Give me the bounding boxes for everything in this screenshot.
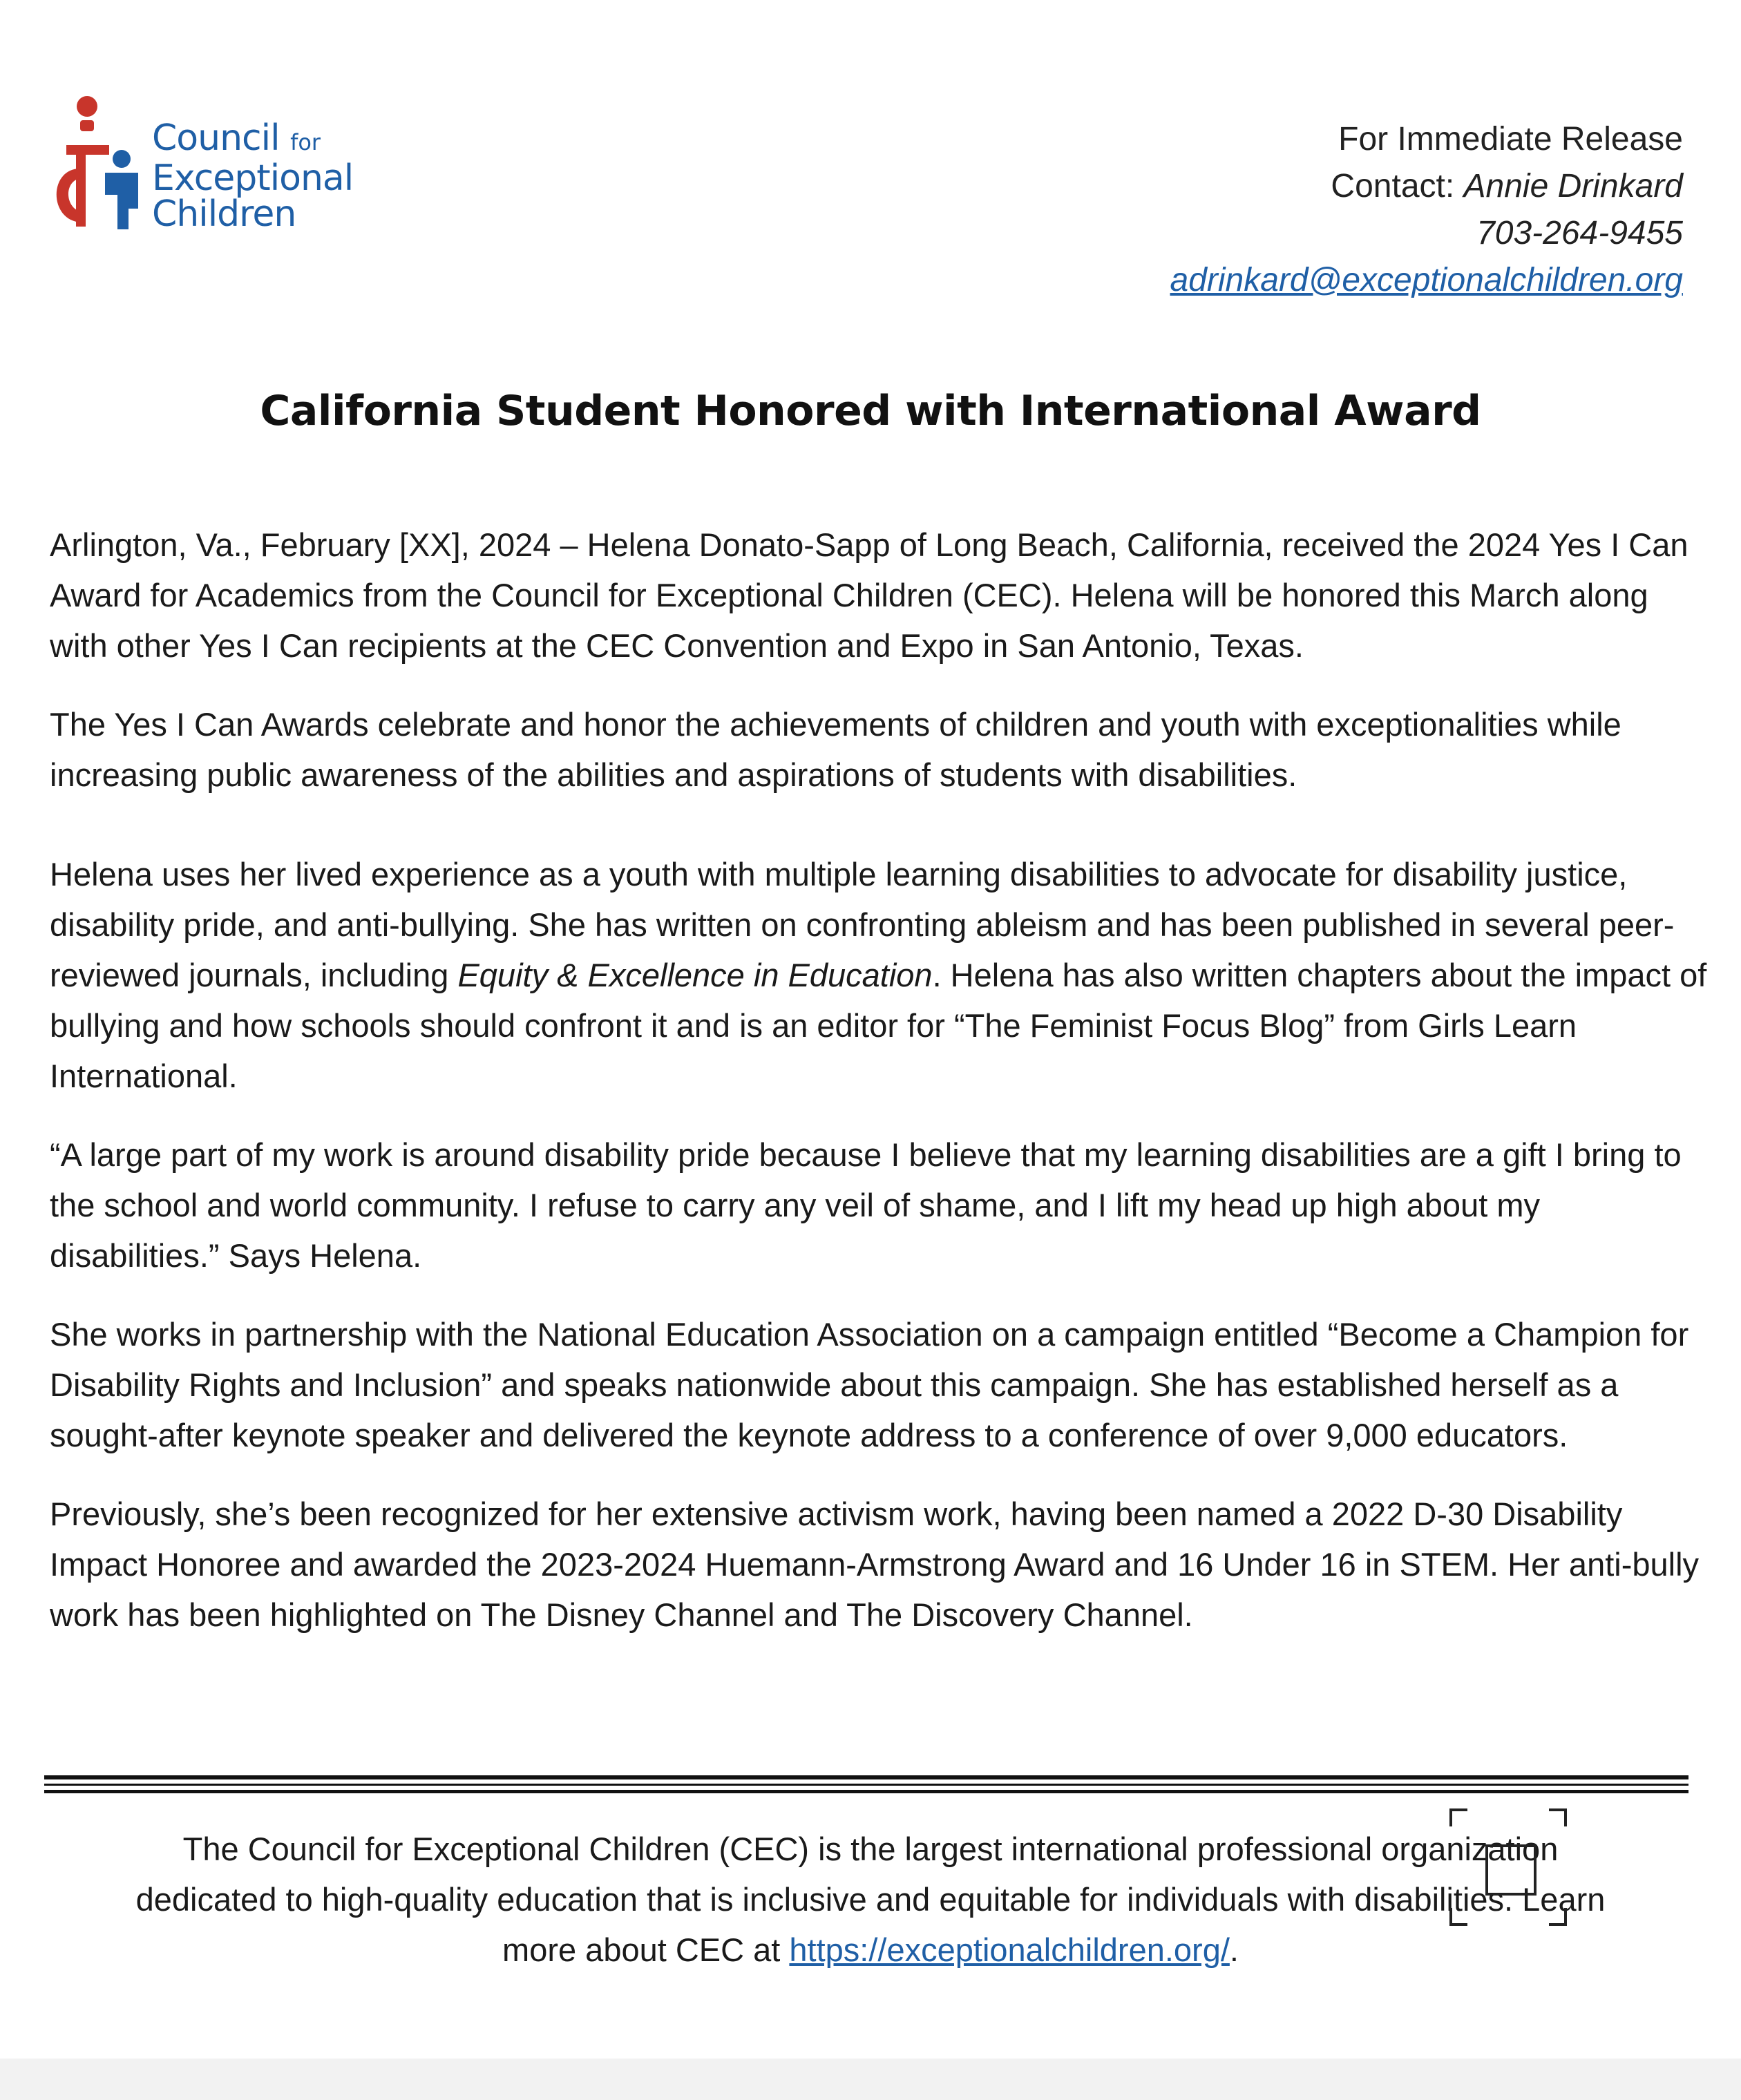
logo-word-council: Council (152, 117, 280, 159)
footer-line-3 (28, 1925, 1713, 1975)
cec-logo (46, 91, 363, 243)
cec-logo-mark-icon (46, 91, 149, 243)
journal-title: Equity & Excellence in Education (457, 957, 933, 993)
paragraph-3 (50, 849, 1708, 1101)
footer-divider-thin (44, 1784, 1688, 1786)
paragraph-4-quote: “A large part of my work is around disability pride because I believe that my learning disabilities are a gift I bring to the school and world community. I refuse to carry any veil of shame, and I lift my head up high about my disabilities.” Says Helena. (50, 1136, 1682, 1274)
logo-word-for: for (290, 129, 321, 155)
paragraph-5: She works in partnership with the National Education Association on a campaign entitled “Become a Champion for Disability Rights and Inclusion” and speaks nationwide about this campaign. She has established herself as a sought-after keynote speaker and delivered the keynote address to a conference of over 9,000 educators. (50, 1316, 1689, 1453)
logo-wordmark (152, 117, 354, 235)
footer-line-3-period: . (1229, 1931, 1239, 1968)
contact-block (1170, 116, 1683, 304)
footer-line-2: dedicated to high-quality education that is inclusive and equitable for individuals with disabilities. Learn (135, 1881, 1606, 1918)
selection-crosshair-icon (1449, 1808, 1567, 1926)
contact-name: Annie Drinkard (1463, 168, 1683, 204)
article-body (50, 519, 1708, 1640)
contact-label: Contact: (1331, 168, 1464, 204)
footer-line-3-text: more about CEC at (502, 1931, 790, 1968)
paragraph-3-text-a: Helena uses her lived experience as a youth with multiple learning disabilities to advocate for disability justice, disability pride, and anti-bullying. She has written on confronting ableism and has been published in several peer-reviewed journals, including (50, 856, 1675, 993)
logo-word-exceptional: Exceptional (152, 158, 354, 199)
paragraph-6: Previously, she’s been recognized for her extensive activism work, having been named a 2022 D-30 Disability Impact Honoree and awarded the 2023-2024 Huemann-Armstrong Award and 16 Under 16 in STEM. Her anti-bully work has been highlighted on The Disney Channel and The Discovery Channel. (50, 1496, 1700, 1633)
footer-divider-thick (44, 1775, 1688, 1779)
contact-line (1170, 163, 1683, 210)
logo-word-children: Children (152, 193, 296, 235)
footer-line-1: The Council for Exceptional Children (CEC) is the largest international professional organization (182, 1831, 1559, 1867)
footer-divider-bottom (44, 1790, 1688, 1793)
release-label: For Immediate Release (1338, 121, 1683, 158)
paragraph-3-text-b: . Helena has also written chapters about the impact of bullying and how schools should confront it and is an editor for “The Feminist Focus Blog” from Girls Learn International. (50, 957, 1707, 1094)
page-bottom-edge (0, 2059, 1741, 2100)
contact-phone: 703-264-9455 (1476, 215, 1683, 251)
contact-email-link[interactable]: adrinkard@exceptionalchildren.org (1170, 262, 1683, 298)
page-title: California Student Honored with International Award (260, 387, 1481, 435)
paragraph-2: The Yes I Can Awards celebrate and honor the achievements of children and youth with exceptionalities while increasing public awareness of the abilities and aspirations of students with disabilities. (50, 706, 1621, 793)
paragraph-1: Arlington, Va., February [XX], 2024 – Helena Donato-Sapp of Long Beach, California, received the 2024 Yes I Can Award for Academics from the Council for Exceptional Children (CEC). Helena will be honored this March along with other Yes I Can recipients at the CEC Convention and Expo in San Antonio, Texas. (50, 526, 1688, 664)
cec-website-link[interactable]: https://exceptionalchildren.org/ (789, 1931, 1230, 1968)
